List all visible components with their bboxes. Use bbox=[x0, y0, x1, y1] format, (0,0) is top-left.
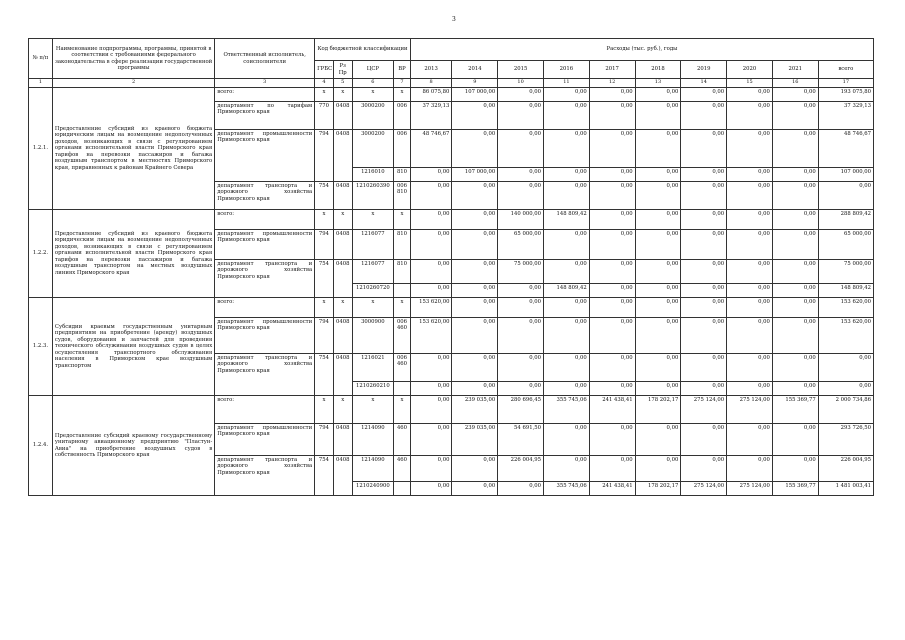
vr-cell: x bbox=[394, 210, 411, 230]
year-value: 0,00 bbox=[410, 396, 452, 424]
executor-cell: департамент транспорта и дорожного хозяйства Приморского края bbox=[215, 260, 315, 298]
total-value: 65 000,00 bbox=[818, 230, 873, 260]
year-value: 0,00 bbox=[410, 382, 452, 396]
grbs-cell: x bbox=[315, 210, 334, 230]
section-number: 1.2.4. bbox=[29, 396, 53, 496]
csr-cell: 3000900 bbox=[352, 318, 394, 354]
year-value: 0,00 bbox=[772, 382, 818, 396]
table-row bbox=[29, 88, 874, 102]
year-value: 0,00 bbox=[681, 230, 727, 260]
vr-cell: 006 460 bbox=[394, 354, 411, 382]
year-value: 275 124,00 bbox=[681, 396, 727, 424]
year-value: 0,00 bbox=[589, 382, 635, 396]
year-value: 0,00 bbox=[544, 298, 590, 318]
year-value: 0,00 bbox=[410, 168, 452, 182]
executor-cell: департамент по тарифам Приморского края bbox=[215, 102, 315, 130]
year-value: 0,00 bbox=[410, 260, 452, 284]
section-name: Предоставление субсидий краевому государственному унитарному авиационному предприятию "Пластун-Авиа" на приобретение воздушных судов в собственность Приморского края bbox=[52, 396, 214, 496]
column-number: 4 bbox=[315, 79, 334, 88]
year-value: 0,00 bbox=[544, 130, 590, 168]
year-value: 0,00 bbox=[498, 88, 544, 102]
header-grbs: ГРБС bbox=[315, 61, 334, 79]
csr-cell: x bbox=[352, 298, 394, 318]
header-year: 2017 bbox=[589, 61, 635, 79]
year-value: 355 745,06 bbox=[544, 396, 590, 424]
page-number: 3 bbox=[452, 16, 456, 23]
rzpr-cell: 0408 bbox=[333, 182, 352, 210]
year-value: 0,00 bbox=[544, 182, 590, 210]
year-value: 0,00 bbox=[544, 168, 590, 182]
grbs-cell: 794 bbox=[315, 318, 334, 354]
csr-cell: 1214090 bbox=[352, 456, 394, 482]
year-value: 0,00 bbox=[727, 424, 773, 456]
header-year: 2016 bbox=[544, 61, 590, 79]
year-value: 0,00 bbox=[772, 354, 818, 382]
year-value: 0,00 bbox=[681, 182, 727, 210]
executor-cell: всего: bbox=[215, 210, 315, 230]
executor-cell: департамент промышленности Приморского края bbox=[215, 424, 315, 456]
year-value: 0,00 bbox=[727, 284, 773, 298]
year-value: 0,00 bbox=[681, 284, 727, 298]
year-value: 0,00 bbox=[498, 482, 544, 496]
column-number: 12 bbox=[589, 79, 635, 88]
year-value: 0,00 bbox=[635, 260, 681, 284]
header-year: 2013 bbox=[410, 61, 452, 79]
year-value: 0,00 bbox=[635, 424, 681, 456]
year-value: 0,00 bbox=[727, 88, 773, 102]
year-value: 0,00 bbox=[772, 298, 818, 318]
header-name: Наименование подпрограммы, программы, принятой в соответствии с требованиями федерального законодательства в сфере реализации государственной программы bbox=[52, 39, 214, 79]
executor-cell: департамент промышленности Приморского края bbox=[215, 318, 315, 354]
year-value: 178 202,17 bbox=[635, 396, 681, 424]
year-value: 355 745,06 bbox=[544, 482, 590, 496]
vr-cell: 460 bbox=[394, 424, 411, 456]
year-value: 0,00 bbox=[589, 210, 635, 230]
year-value: 0,00 bbox=[727, 130, 773, 168]
vr-cell: x bbox=[394, 88, 411, 102]
section-name: Субсидии краевым государственным унитарным предприятиям на приобретение (аренду) воздушных судов, оборудования и запчастей для проведения технического обслуживания воздушных судов в целях осуществления транспортного обслуживания населения в Приморском крае воздушным транспортом bbox=[52, 298, 214, 396]
year-value: 0,00 bbox=[452, 102, 498, 130]
year-value: 0,00 bbox=[452, 284, 498, 298]
rzpr-cell: 0408 bbox=[333, 230, 352, 260]
table-row bbox=[29, 298, 874, 318]
year-value: 0,00 bbox=[589, 298, 635, 318]
executor-cell: всего: bbox=[215, 298, 315, 318]
year-value: 0,00 bbox=[544, 382, 590, 396]
year-value: 0,00 bbox=[589, 182, 635, 210]
year-value: 0,00 bbox=[772, 456, 818, 482]
csr-cell: 1210260720 bbox=[352, 284, 394, 298]
vr-cell: 810 bbox=[394, 260, 411, 284]
year-value: 0,00 bbox=[727, 182, 773, 210]
year-value: 0,00 bbox=[727, 382, 773, 396]
rzpr-cell: 0408 bbox=[333, 456, 352, 496]
csr-cell: 1210260210 bbox=[352, 382, 394, 396]
year-value: 239 035,00 bbox=[452, 396, 498, 424]
year-value: 239 035,00 bbox=[452, 424, 498, 456]
year-value: 0,00 bbox=[681, 130, 727, 168]
year-value: 0,00 bbox=[635, 168, 681, 182]
year-value: 153 620,00 bbox=[410, 298, 452, 318]
year-value: 0,00 bbox=[681, 424, 727, 456]
year-value: 75 000,00 bbox=[498, 260, 544, 284]
column-number: 15 bbox=[727, 79, 773, 88]
header-year: 2021 bbox=[772, 61, 818, 79]
year-value: 0,00 bbox=[544, 102, 590, 130]
year-value: 0,00 bbox=[498, 130, 544, 168]
year-value: 0,00 bbox=[772, 182, 818, 210]
year-value: 0,00 bbox=[498, 182, 544, 210]
grbs-cell: x bbox=[315, 396, 334, 424]
total-value: 288 809,42 bbox=[818, 210, 873, 230]
year-value: 0,00 bbox=[772, 230, 818, 260]
year-value: 0,00 bbox=[498, 318, 544, 354]
csr-cell: x bbox=[352, 210, 394, 230]
year-value: 0,00 bbox=[452, 482, 498, 496]
year-value: 0,00 bbox=[635, 130, 681, 168]
year-value: 0,00 bbox=[681, 102, 727, 130]
year-value: 0,00 bbox=[635, 102, 681, 130]
year-value: 0,00 bbox=[635, 230, 681, 260]
section-number: 1.2.3. bbox=[29, 298, 53, 396]
year-value: 0,00 bbox=[452, 382, 498, 396]
rzpr-cell: 0408 bbox=[333, 318, 352, 354]
csr-cell: 1214090 bbox=[352, 424, 394, 456]
header-vr: ВР bbox=[394, 61, 411, 79]
rzpr-cell: 0408 bbox=[333, 424, 352, 456]
year-value: 280 696,45 bbox=[498, 396, 544, 424]
total-value: 75 000,00 bbox=[818, 260, 873, 284]
total-value: 1 481 003,41 bbox=[818, 482, 873, 496]
grbs-cell: 770 bbox=[315, 102, 334, 130]
grbs-cell: 754 bbox=[315, 456, 334, 496]
year-value: 0,00 bbox=[681, 88, 727, 102]
total-value: 48 746,67 bbox=[818, 130, 873, 168]
column-number: 2 bbox=[52, 79, 214, 88]
header-number: № п/п bbox=[29, 39, 53, 79]
year-value: 37 329,13 bbox=[410, 102, 452, 130]
executor-cell: департамент транспорта и дорожного хозяйства Приморского края bbox=[215, 354, 315, 396]
csr-cell: 1216077 bbox=[352, 230, 394, 260]
header-year: 2018 bbox=[635, 61, 681, 79]
total-value: 293 726,50 bbox=[818, 424, 873, 456]
grbs-cell: 754 bbox=[315, 354, 334, 396]
year-value: 0,00 bbox=[410, 354, 452, 382]
year-value: 0,00 bbox=[544, 318, 590, 354]
year-value: 0,00 bbox=[772, 88, 818, 102]
year-value: 0,00 bbox=[772, 318, 818, 354]
year-value: 0,00 bbox=[681, 318, 727, 354]
vr-cell: x bbox=[394, 298, 411, 318]
year-value: 0,00 bbox=[681, 354, 727, 382]
year-value: 0,00 bbox=[635, 382, 681, 396]
csr-cell: x bbox=[352, 88, 394, 102]
year-value: 0,00 bbox=[544, 88, 590, 102]
year-value: 0,00 bbox=[772, 260, 818, 284]
total-value: 0,00 bbox=[818, 354, 873, 382]
total-value: 148 809,42 bbox=[818, 284, 873, 298]
year-value: 0,00 bbox=[410, 284, 452, 298]
year-value: 0,00 bbox=[727, 318, 773, 354]
table-body bbox=[29, 39, 874, 496]
year-value: 155 369,77 bbox=[772, 482, 818, 496]
year-value: 0,00 bbox=[498, 102, 544, 130]
year-value: 0,00 bbox=[498, 354, 544, 382]
vr-cell: 006 460 bbox=[394, 318, 411, 354]
year-value: 241 438,41 bbox=[589, 396, 635, 424]
year-value: 0,00 bbox=[681, 298, 727, 318]
vr-cell: 006 bbox=[394, 102, 411, 130]
year-value: 0,00 bbox=[635, 354, 681, 382]
table-row bbox=[29, 210, 874, 230]
year-value: 0,00 bbox=[589, 88, 635, 102]
grbs-cell: 754 bbox=[315, 260, 334, 298]
grbs-cell: 794 bbox=[315, 130, 334, 182]
column-number: 16 bbox=[772, 79, 818, 88]
vr-cell: 006 810 bbox=[394, 182, 411, 210]
total-value: 0,00 bbox=[818, 382, 873, 396]
header-executor: Ответственный исполнитель, соисполнители bbox=[215, 39, 315, 79]
year-value: 0,00 bbox=[681, 168, 727, 182]
expenditure-table bbox=[28, 38, 874, 496]
column-number: 1 bbox=[29, 79, 53, 88]
rzpr-cell: 0408 bbox=[333, 102, 352, 130]
year-value: 65 000,00 bbox=[498, 230, 544, 260]
year-value: 0,00 bbox=[727, 230, 773, 260]
rzpr-cell: x bbox=[333, 210, 352, 230]
year-value: 0,00 bbox=[681, 456, 727, 482]
year-value: 0,00 bbox=[498, 284, 544, 298]
year-value: 0,00 bbox=[498, 382, 544, 396]
column-number: 14 bbox=[681, 79, 727, 88]
year-value: 0,00 bbox=[589, 102, 635, 130]
vr-cell: 006 bbox=[394, 130, 411, 168]
year-value: 148 809,42 bbox=[544, 284, 590, 298]
header-kbk: Код бюджетной классификации bbox=[315, 39, 411, 61]
executor-cell: департамент транспорта и дорожного хозяйства Приморского края bbox=[215, 456, 315, 496]
executor-cell: департамент промышленности Приморского края bbox=[215, 230, 315, 260]
year-value: 0,00 bbox=[635, 298, 681, 318]
year-value: 86 075,80 bbox=[410, 88, 452, 102]
year-value: 140 000,00 bbox=[498, 210, 544, 230]
year-value: 0,00 bbox=[410, 210, 452, 230]
csr-cell: 1210240900 bbox=[352, 482, 394, 496]
year-value: 0,00 bbox=[452, 182, 498, 210]
year-value: 0,00 bbox=[727, 354, 773, 382]
vr-cell bbox=[394, 284, 411, 298]
year-value: 178 202,17 bbox=[635, 482, 681, 496]
year-value: 0,00 bbox=[727, 298, 773, 318]
vr-cell bbox=[394, 382, 411, 396]
year-value: 0,00 bbox=[452, 230, 498, 260]
year-value: 0,00 bbox=[410, 424, 452, 456]
rzpr-cell: x bbox=[333, 88, 352, 102]
year-value: 0,00 bbox=[589, 456, 635, 482]
grbs-cell: x bbox=[315, 298, 334, 318]
year-value: 0,00 bbox=[452, 260, 498, 284]
vr-cell: x bbox=[394, 396, 411, 424]
header-expenses: Расходы (тыс. руб.), годы bbox=[410, 39, 873, 61]
column-number: 11 bbox=[544, 79, 590, 88]
year-value: 0,00 bbox=[589, 260, 635, 284]
year-value: 0,00 bbox=[635, 284, 681, 298]
year-value: 0,00 bbox=[727, 210, 773, 230]
year-value: 0,00 bbox=[772, 130, 818, 168]
year-value: 0,00 bbox=[410, 230, 452, 260]
year-value: 226 004,95 bbox=[498, 456, 544, 482]
year-value: 107 000,00 bbox=[452, 88, 498, 102]
year-value: 54 691,50 bbox=[498, 424, 544, 456]
total-value: 153 620,00 bbox=[818, 318, 873, 354]
total-value: 193 075,80 bbox=[818, 88, 873, 102]
year-value: 0,00 bbox=[681, 260, 727, 284]
rzpr-cell: 0408 bbox=[333, 260, 352, 298]
csr-cell: x bbox=[352, 396, 394, 424]
year-value: 0,00 bbox=[452, 456, 498, 482]
rzpr-cell: x bbox=[333, 298, 352, 318]
year-value: 0,00 bbox=[410, 456, 452, 482]
rzpr-cell: 0408 bbox=[333, 130, 352, 182]
year-value: 0,00 bbox=[544, 230, 590, 260]
year-value: 48 746,67 bbox=[410, 130, 452, 168]
column-number: 10 bbox=[498, 79, 544, 88]
year-value: 0,00 bbox=[544, 260, 590, 284]
total-value: 153 620,00 bbox=[818, 298, 873, 318]
header-year: 2020 bbox=[727, 61, 773, 79]
grbs-cell: 794 bbox=[315, 424, 334, 456]
year-value: 0,00 bbox=[635, 210, 681, 230]
year-value: 0,00 bbox=[635, 88, 681, 102]
grbs-cell: 754 bbox=[315, 182, 334, 210]
year-value: 0,00 bbox=[635, 182, 681, 210]
column-number: 9 bbox=[452, 79, 498, 88]
vr-cell bbox=[394, 482, 411, 496]
year-value: 0,00 bbox=[589, 230, 635, 260]
vr-cell: 810 bbox=[394, 168, 411, 182]
executor-cell: всего: bbox=[215, 88, 315, 102]
year-value: 275 124,00 bbox=[727, 482, 773, 496]
grbs-cell: x bbox=[315, 88, 334, 102]
year-value: 0,00 bbox=[544, 354, 590, 382]
column-number: 8 bbox=[410, 79, 452, 88]
year-value: 0,00 bbox=[544, 424, 590, 456]
year-value: 0,00 bbox=[410, 182, 452, 210]
year-value: 0,00 bbox=[589, 130, 635, 168]
rzpr-cell: 0408 bbox=[333, 354, 352, 396]
year-value: 0,00 bbox=[681, 210, 727, 230]
year-value: 0,00 bbox=[772, 210, 818, 230]
column-number: 17 bbox=[818, 79, 873, 88]
year-value: 0,00 bbox=[589, 354, 635, 382]
year-value: 0,00 bbox=[681, 382, 727, 396]
column-number: 13 bbox=[635, 79, 681, 88]
vr-cell: 460 bbox=[394, 456, 411, 482]
year-value: 0,00 bbox=[544, 456, 590, 482]
executor-cell: департамент транспорта и дорожного хозяйства Приморского края bbox=[215, 182, 315, 210]
csr-cell: 1216010 bbox=[352, 168, 394, 182]
column-number: 6 bbox=[352, 79, 394, 88]
executor-cell: всего: bbox=[215, 396, 315, 424]
total-value: 107 000,00 bbox=[818, 168, 873, 182]
year-value: 241 438,41 bbox=[589, 482, 635, 496]
section-name: Предоставление субсидий из краевого бюджета юридическим лицам на возмещение недополученных доходов, возникающих в связи с регулированием органами исполнительной власти Приморского края тарифов на перевозки пассажиров и багажа воздушным транспортом в местностях Приморского края, приравненных к районам Крайнего Севера bbox=[52, 88, 214, 210]
year-value: 0,00 bbox=[589, 284, 635, 298]
year-value: 0,00 bbox=[452, 210, 498, 230]
csr-cell: 1216021 bbox=[352, 354, 394, 382]
year-value: 0,00 bbox=[589, 318, 635, 354]
year-value: 0,00 bbox=[498, 168, 544, 182]
section-number: 1.2.1. bbox=[29, 88, 53, 210]
column-number: 3 bbox=[215, 79, 315, 88]
table-row bbox=[29, 396, 874, 424]
year-value: 0,00 bbox=[452, 298, 498, 318]
grbs-cell: 794 bbox=[315, 230, 334, 260]
year-value: 0,00 bbox=[635, 318, 681, 354]
year-value: 0,00 bbox=[635, 456, 681, 482]
year-value: 0,00 bbox=[727, 102, 773, 130]
header-year: 2014 bbox=[452, 61, 498, 79]
header-total: всего bbox=[818, 61, 873, 79]
column-numbers-row bbox=[29, 79, 874, 88]
column-number: 5 bbox=[333, 79, 352, 88]
total-value: 226 004,95 bbox=[818, 456, 873, 482]
vr-cell: 810 bbox=[394, 230, 411, 260]
year-value: 107 000,00 bbox=[452, 168, 498, 182]
csr-cell: 1210260390 bbox=[352, 182, 394, 210]
year-value: 153 620,00 bbox=[410, 318, 452, 354]
header-year: 2019 bbox=[681, 61, 727, 79]
year-value: 0,00 bbox=[452, 130, 498, 168]
year-value: 0,00 bbox=[772, 284, 818, 298]
year-value: 0,00 bbox=[772, 424, 818, 456]
header-csr: ЦСР bbox=[352, 61, 394, 79]
csr-cell: 3000200 bbox=[352, 102, 394, 130]
year-value: 0,00 bbox=[727, 260, 773, 284]
total-value: 0,00 bbox=[818, 182, 873, 210]
column-number: 7 bbox=[394, 79, 411, 88]
csr-cell: 1216077 bbox=[352, 260, 394, 284]
header-year: 2015 bbox=[498, 61, 544, 79]
total-value: 37 329,13 bbox=[818, 102, 873, 130]
year-value: 0,00 bbox=[727, 168, 773, 182]
csr-cell: 3000200 bbox=[352, 130, 394, 168]
year-value: 0,00 bbox=[772, 168, 818, 182]
year-value: 0,00 bbox=[727, 456, 773, 482]
year-value: 275 124,00 bbox=[727, 396, 773, 424]
year-value: 0,00 bbox=[589, 168, 635, 182]
year-value: 0,00 bbox=[772, 102, 818, 130]
rzpr-cell: x bbox=[333, 396, 352, 424]
header-rzpr: Рз Пр bbox=[333, 61, 352, 79]
year-value: 0,00 bbox=[410, 482, 452, 496]
year-value: 0,00 bbox=[452, 354, 498, 382]
year-value: 275 124,00 bbox=[681, 482, 727, 496]
total-value: 2 000 734,86 bbox=[818, 396, 873, 424]
year-value: 0,00 bbox=[452, 318, 498, 354]
executor-cell: департамент промышленности Приморского края bbox=[215, 130, 315, 182]
section-name: Предоставление субсидий из краевого бюджета юридическим лицам на возмещение недополученных доходов, возникающих в связи с регулированием органами исполнительной власти Приморского края тарифов на перевозки пассажиров и багажа воздушным транспортом на местных воздушных линиях Приморского края bbox=[52, 210, 214, 298]
year-value: 0,00 bbox=[498, 298, 544, 318]
year-value: 148 809,42 bbox=[544, 210, 590, 230]
section-number: 1.2.2. bbox=[29, 210, 53, 298]
year-value: 155 369,77 bbox=[772, 396, 818, 424]
year-value: 0,00 bbox=[589, 424, 635, 456]
